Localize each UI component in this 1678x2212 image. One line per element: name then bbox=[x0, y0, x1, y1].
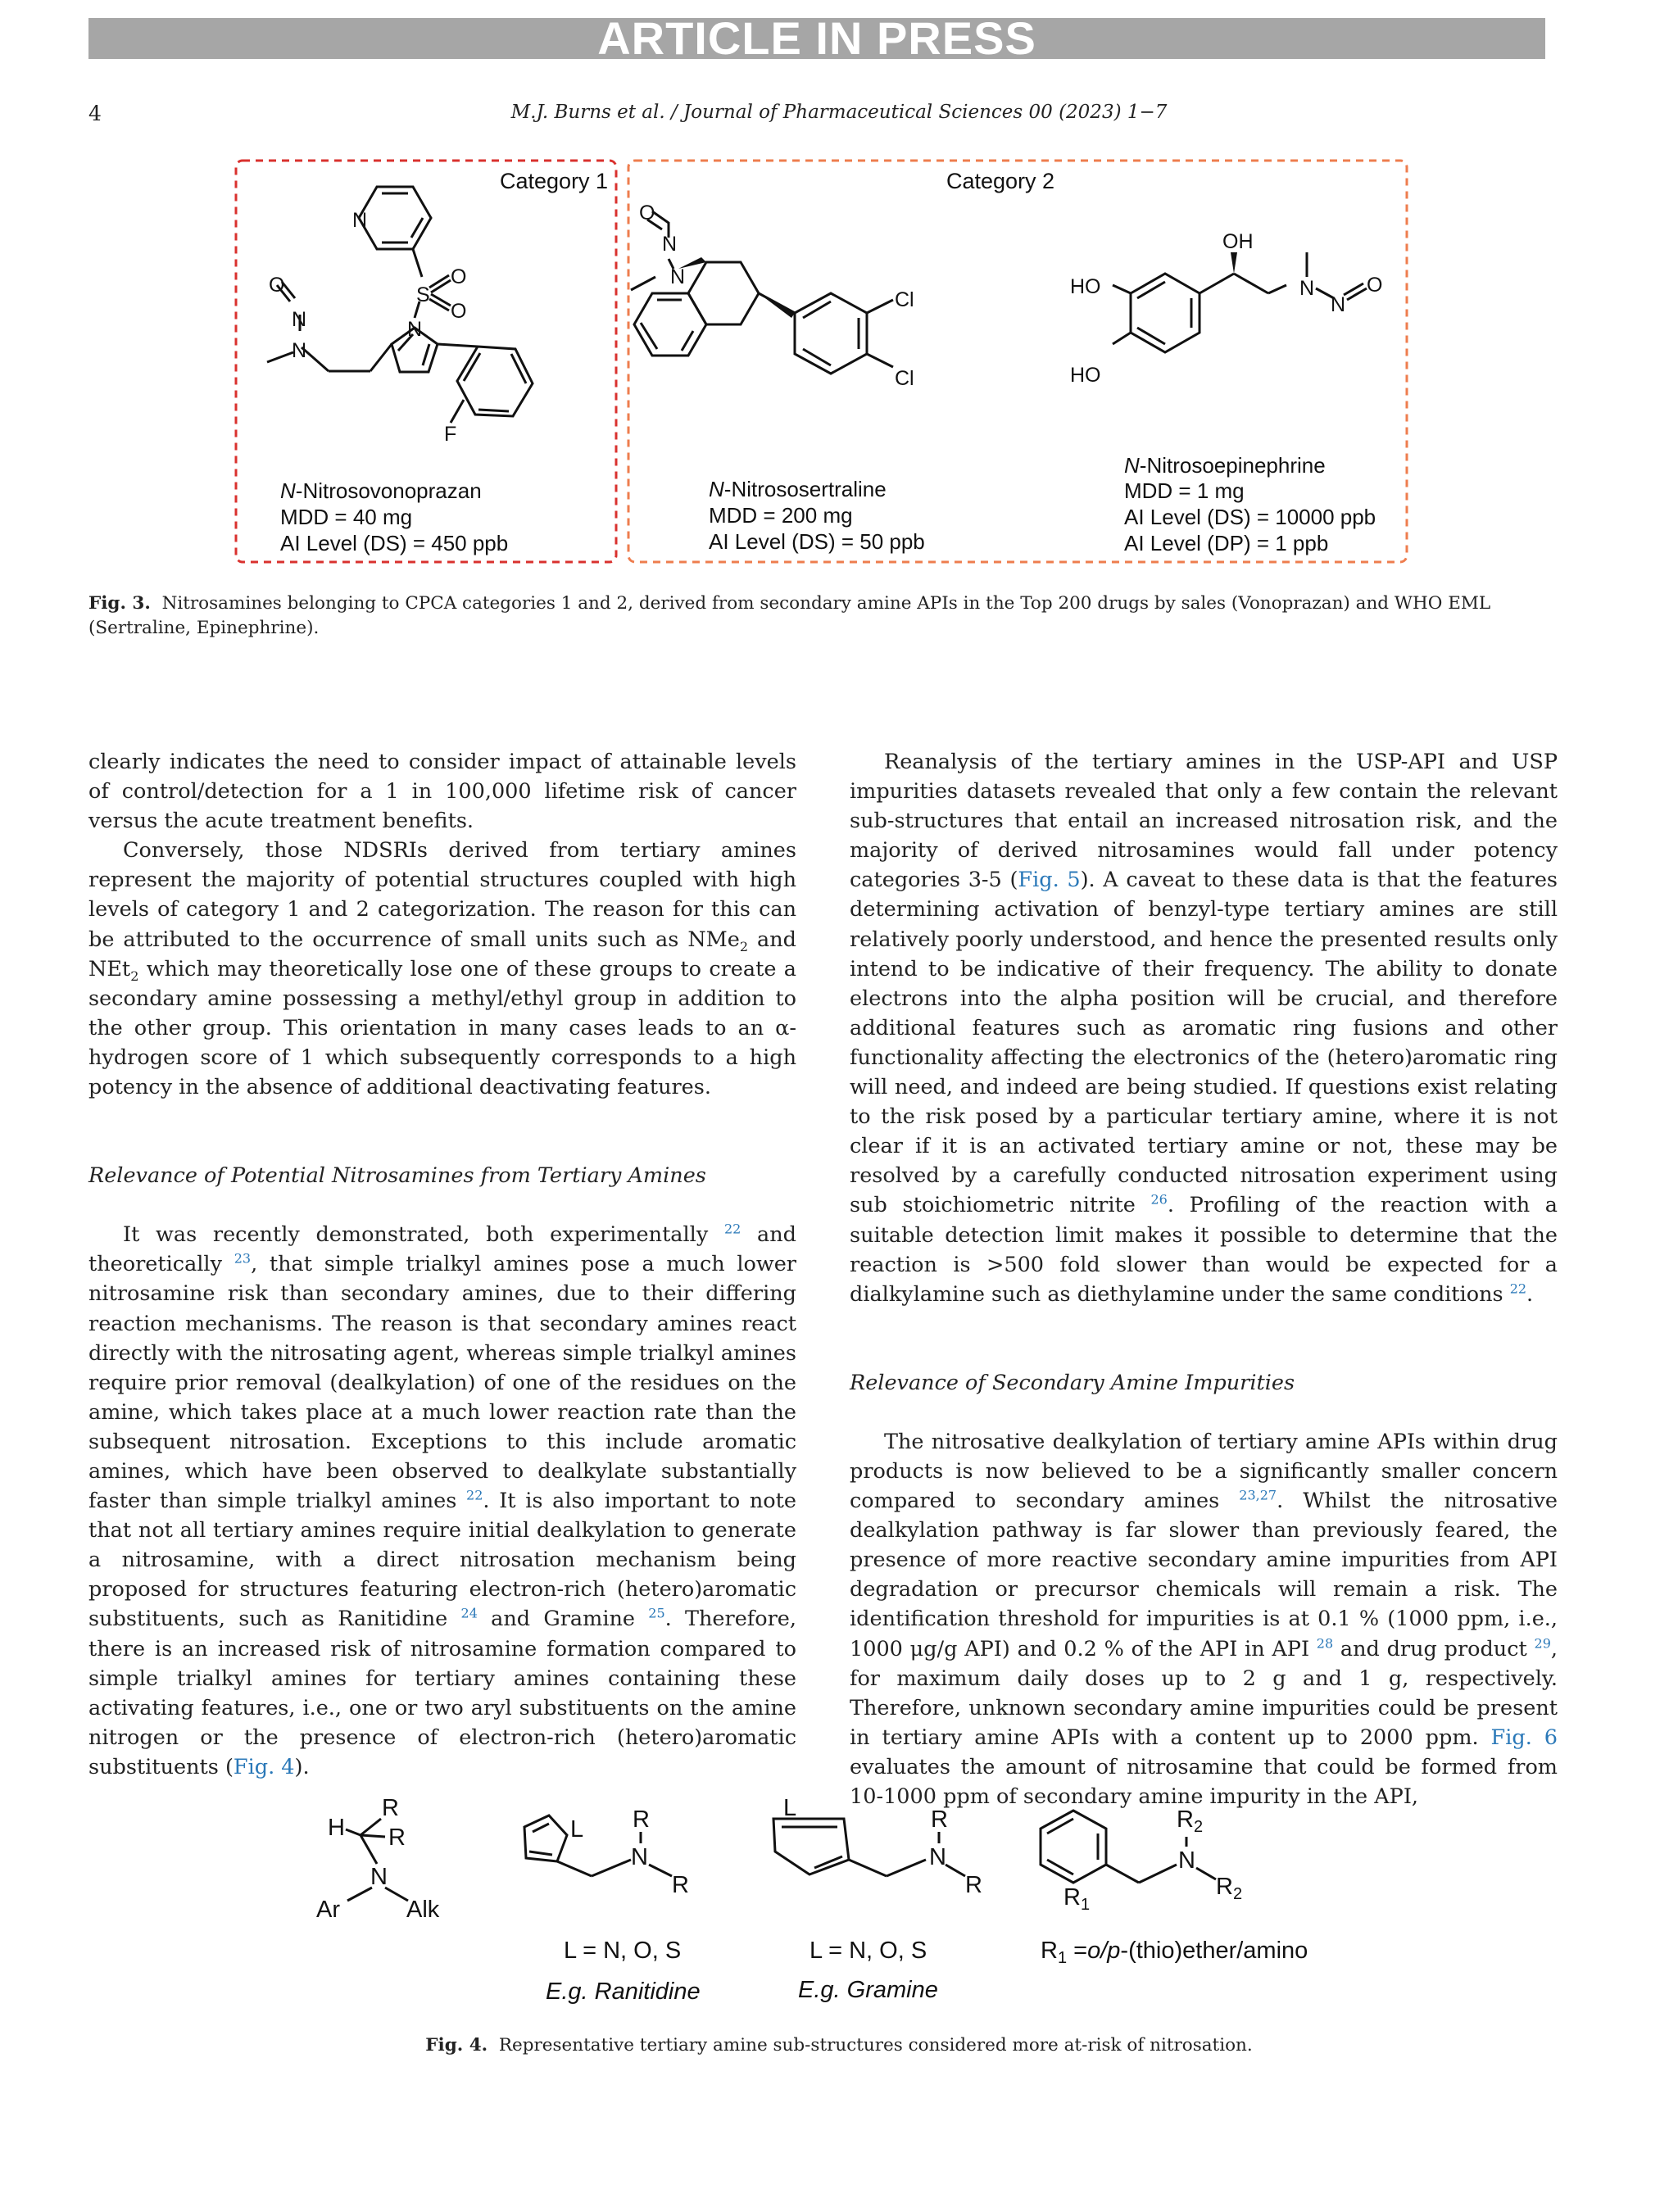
running-head: M.J. Burns et al. / Journal of Pharmaceutical Sciences 00 (2023) 1−7 bbox=[510, 102, 1168, 123]
atom-r: R bbox=[388, 1824, 406, 1851]
epinephrine-ai-ds: AI Level (DS) = 10000 ppb bbox=[1124, 505, 1376, 529]
example-ranitidine: E.g. Ranitidine bbox=[546, 1979, 701, 2005]
atom-alk: Alk bbox=[406, 1897, 440, 1923]
category-1-label: Category 1 bbox=[500, 169, 609, 193]
citation[interactable]: 22 bbox=[723, 1221, 741, 1237]
vonoprazan-ai-level: AI Level (DS) = 450 ppb bbox=[280, 531, 509, 555]
citation[interactable]: 22 bbox=[466, 1487, 483, 1503]
atom-r2: $R_2$ bbox=[1216, 1874, 1243, 1903]
citation[interactable]: 23,27 bbox=[1239, 1487, 1277, 1503]
atom-o: O bbox=[451, 265, 467, 288]
atom-r: R bbox=[931, 1806, 948, 1833]
citation[interactable]: 22 bbox=[1509, 1281, 1527, 1297]
category-2-label: Category 2 bbox=[946, 169, 1055, 193]
figure-3-caption-text: Nitrosamines belonging to CPCA categories 1 and 2, derived from secondary amine APIs in the Top 200 drugs by sales (Vonoprazan) and WHO EML (Sertraline, Epinephrine). bbox=[88, 593, 1491, 638]
atom-n: N bbox=[929, 1844, 946, 1870]
category-2-box bbox=[628, 161, 1407, 562]
atom-ar: Ar bbox=[316, 1897, 340, 1923]
example-gramine: E.g. Gramine bbox=[798, 1977, 938, 2003]
atom-oh: OH bbox=[1222, 230, 1254, 253]
atom-l: L bbox=[570, 1816, 584, 1843]
l-definition: L = N, O, S bbox=[810, 1938, 927, 1964]
atom-o: O bbox=[269, 274, 285, 297]
atom-o: O bbox=[451, 300, 467, 323]
figure-3-caption-label: Fig. 3. bbox=[88, 593, 151, 614]
l-definition: L = N, O, S bbox=[564, 1938, 682, 1964]
epinephrine-mdd: MDD = 1 mg bbox=[1124, 478, 1245, 503]
section-heading: Relevance of Potential Nitrosamines from Tertiary Amines bbox=[88, 1163, 706, 1189]
atom-n: N bbox=[292, 308, 307, 331]
left-column bbox=[88, 747, 796, 1782]
atom-n: N bbox=[662, 233, 678, 256]
atom-cl: Cl bbox=[895, 288, 914, 311]
citation[interactable]: 26 bbox=[1150, 1191, 1168, 1208]
paragraph: clearly indicates the need to consider impact of attainable levels of control/detection for a 1 in 100,000 lifetime risk of cancer versus the acute treatment benefits. bbox=[88, 750, 796, 834]
citation[interactable]: 28 bbox=[1316, 1635, 1334, 1652]
sertraline-name: N-Nitrososertraline bbox=[709, 477, 887, 501]
atom-n: N bbox=[670, 265, 686, 288]
vonoprazan-mdd: MDD = 40 mg bbox=[280, 505, 413, 529]
epinephrine-name: N-Nitrosoepinephrine bbox=[1124, 453, 1326, 478]
atom-n: N bbox=[1299, 277, 1315, 300]
atom-r2: $R_2$ bbox=[1177, 1806, 1204, 1836]
atom-s: S bbox=[416, 283, 430, 306]
atom-r: R bbox=[965, 1872, 982, 1898]
atom-r: R bbox=[633, 1806, 650, 1833]
r1-definition: $R_1$ =o/p-(thio)ether/amino bbox=[1041, 1938, 1308, 1967]
figure-4-link[interactable]: Fig. 4 bbox=[233, 1754, 295, 1779]
atom-o: O bbox=[1367, 274, 1383, 297]
citation[interactable]: 29 bbox=[1534, 1635, 1551, 1652]
figure-3-caption bbox=[88, 592, 1547, 641]
atom-r: R bbox=[672, 1872, 689, 1898]
atom-o: O bbox=[639, 202, 655, 224]
atom-n: N bbox=[370, 1864, 388, 1890]
furan-2-ylmethyl-amine-structure bbox=[524, 1815, 672, 1876]
epinephrine-structure bbox=[1113, 252, 1367, 352]
paragraph: Reanalysis of the tertiary amines in the USP-API and USP impurities datasets revealed that only a few contain the relevant sub-structures that entail an increased nitrosation risk, and the majority of derived nitrosamines would fall under potency categories 3-5 (Fig. 5). A caveat to these data is that the features determining activation of benzyl-type tertiary amines are still relatively poorly understood, and hence the presented results only intend to be indicative of their frequency. The ability to donate electrons into the alpha position will be crucial, and therefore additional features such as aromatic ring fusions and other functionality affecting the electronics of the (hetero)aromatic ring will need, and indeed are being studied. If questions exist relating to the risk posed by a particular tertiary amine, where it is not clear if it is an activated tertiary amine or not, these may be resolved by a carefully conducted nitrosation experiment using sub stoichiometric nitrite $^{26}$. Profiling of the reaction with a suitable detection limit makes it possible to determine that the reaction is >500 fold slower than would be expected for a dialkylamine such as diethylamine under the same conditions $^{22}$. bbox=[850, 750, 1558, 1307]
figure-4-caption-text: Representative tertiary amine sub-structures considered more at-risk of nitrosation. bbox=[498, 2035, 1253, 2056]
atom-ho: HO bbox=[1070, 364, 1101, 387]
paragraph: Conversely, those NDSRIs derived from tertiary amines represent the majority of potential structures coupled with high levels of category 1 and 2 categorization. The reason for this can be attributed to the occurrence of small units such as NMe$_2$ and NEt$_2$ which may theoretically lose one of these groups to create a secondary amine possessing a methyl/ethyl group in addition to the other group. This orientation in many cases leads to an α-hydrogen score of 1 which subsequently corresponds to a high potency in the absence of additional deactivating features. bbox=[88, 838, 796, 1100]
figure-5-link[interactable]: Fig. 5 bbox=[1018, 868, 1081, 893]
vonoprazan-name: N-Nitrosovonoprazan bbox=[280, 478, 482, 503]
citation[interactable]: 24 bbox=[460, 1605, 478, 1621]
figure-3 bbox=[229, 154, 1426, 572]
atom-r1: $R_1$ bbox=[1063, 1884, 1091, 1914]
epinephrine-ai-dp: AI Level (DP) = 1 ppb bbox=[1124, 531, 1329, 555]
section-heading: Relevance of Secondary Amine Impurities bbox=[850, 1370, 1295, 1395]
right-column bbox=[850, 747, 1558, 1811]
atom-n: N bbox=[1178, 1847, 1195, 1874]
atom-h: H bbox=[328, 1815, 345, 1841]
atom-n: N bbox=[1331, 293, 1346, 316]
figure-6-link[interactable]: Fig. 6 bbox=[1490, 1725, 1558, 1750]
wedge-bond bbox=[1231, 252, 1237, 274]
paragraph: The nitrosative dealkylation of tertiary amine APIs within drug products is now believed to be a significantly smaller concern compared to secondary amines $^{23,27}$. Whilst the nitrosative dealkylation pathway is far slower than previously feared, the presence of more reactive secondary amine impurities from API degradation or precursor chemicals will remain a risk. The identification threshold for impurities is at 0.1 % (1000 ppm, i.e., 1000 μg/g API) and 0.2 % of the API in API $^{28}$ and drug product $^{29}$, for maximum daily doses up to 2 g and 1 g, respectively. Therefore, unknown secondary amine impurities could be present in tertiary amine APIs with a content up to 2000 ppm. Fig. 6 evaluates the amount of nitrosamine that could be formed from 10-1000 ppm of secondary amine impurity in the API, bbox=[850, 1429, 1558, 1809]
page-number: 4 bbox=[88, 102, 102, 125]
atom-n: N bbox=[352, 209, 368, 232]
paragraph: It was recently demonstrated, both experimentally $^{22}$ and theoretically $^{23}$, that simple trialkyl amines pose a much lower nitrosamine risk than secondary amines, due to their differing reaction mechanisms. The reason is that secondary amines react directly with the nitrosating agent, whereas simple trialkyl amines require prior removal (dealkylation) of one of the residues on the amine, which takes place at a much lower reaction rate than the subsequent nitrosation. Exceptions to this include aromatic amines, which have been observed to dealkylate substantially faster than simple trialkyl amines $^{22}$. It is also important to note that not all tertiary amines require initial dealkylation to generate a nitrosamine, with a direct nitrosation mechanism being proposed for structures featuring electron-rich (hetero)aromatic substituents, such as Ranitidine $^{24}$ and Gramine $^{25}$. Therefore, there is an increased risk of nitrosamine formation compared to simple trialkyl amines for tertiary amines containing these activating features, i.e., one or two aryl substituents on the amine nitrogen or the presence of electron-rich (hetero)aromatic substituents (Fig. 4). bbox=[88, 1221, 796, 1779]
figure-4-caption bbox=[0, 2033, 1678, 2058]
vonoprazan-structure bbox=[267, 187, 533, 423]
citation[interactable]: 23 bbox=[234, 1250, 252, 1267]
article-in-press-banner: ARTICLE IN PRESS bbox=[88, 18, 1545, 59]
atom-n: N bbox=[407, 318, 423, 341]
atom-n: N bbox=[631, 1844, 648, 1870]
atom-cl: Cl bbox=[895, 367, 914, 390]
atom-l: L bbox=[783, 1795, 797, 1821]
atom-n: N bbox=[292, 339, 307, 362]
figure-4 bbox=[303, 1786, 1368, 2032]
sertraline-ai-level: AI Level (DS) = 50 ppb bbox=[709, 529, 925, 554]
wedge-bond bbox=[759, 293, 795, 318]
atom-r: R bbox=[382, 1795, 399, 1821]
sertraline-mdd: MDD = 200 mg bbox=[709, 503, 853, 528]
atom-ho: HO bbox=[1070, 275, 1101, 298]
citation[interactable]: 25 bbox=[648, 1605, 665, 1621]
atom-f: F bbox=[444, 423, 457, 446]
figure-4-caption-label: Fig. 4. bbox=[425, 2035, 488, 2056]
